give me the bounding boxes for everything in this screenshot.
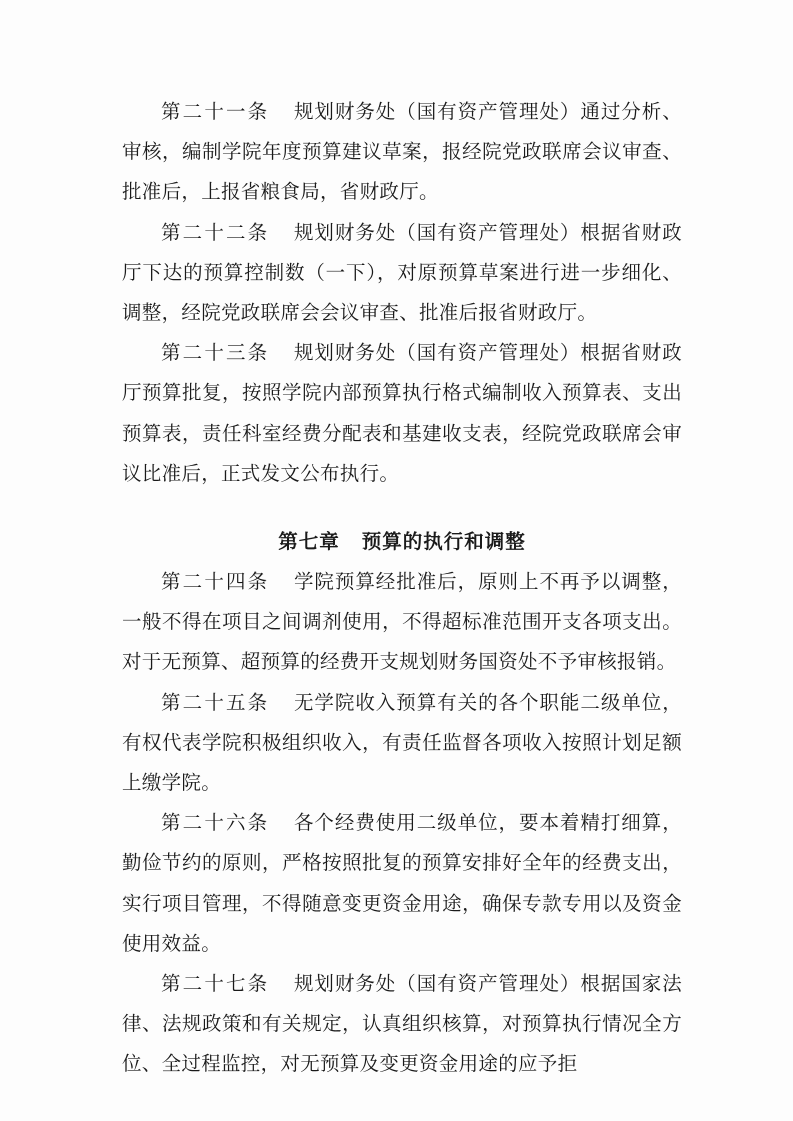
document-body: [122, 92, 682, 1085]
chapter-title: 预算的执行和调整: [361, 530, 526, 554]
article-number: 第二十三条: [161, 341, 270, 365]
article-number: 第二十五条: [161, 690, 270, 714]
article-text: 规划财务处（国有资产管理处）根据省财政厅预算批复，按照学院内部预算执行格式编制收入预算表、支出预算表，责任科室经费分配表和基建收支表，经院党政联席会审议比准后，正式发文公布执行。: [122, 341, 682, 485]
article-number: 第二十七条: [161, 972, 270, 996]
article-text: 规划财务处（国有资产管理处）通过分析、审核，编制学院年度预算建议草案，报经院党政联席会议审查、批准后，上报省粮食局，省财政厅。: [122, 100, 682, 204]
article-number: 第二十二条: [161, 220, 270, 244]
article-text: 无学院收入预算有关的各个职能二级单位，有权代表学院积极组织收入，有责任监督各项收入按照计划足额上缴学院。: [122, 690, 682, 795]
article-text: 学院预算经批准后，原则上不再予以调整，一般不得在项目之间调剂使用，不得超标准范围开支各项支出。对于无预算、超预算的经费开支规划财务国资处不予审核报销。: [122, 570, 682, 674]
article-21: [122, 92, 682, 213]
article-27: [122, 964, 682, 1085]
article-number: 第二十四条: [161, 570, 270, 594]
chapter-number: 第七章: [278, 530, 340, 554]
article-text: 规划财务处（国有资产管理处）根据省财政厅下达的预算控制数（一下），对原预算草案进行进一步细化、调整，经院党政联席会会议审查、批准后报省财政厅。: [122, 220, 682, 325]
article-26: [122, 803, 682, 964]
article-25: [122, 683, 682, 804]
article-22: [122, 213, 682, 334]
article-23: [122, 333, 682, 494]
article-text: 规划财务处（国有资产管理处）根据国家法律、法规政策和有关规定，认真组织核算，对预算执行情况全方位、全过程监控，对无预算及变更资金用途的应予拒: [122, 972, 682, 1076]
article-24: [122, 562, 682, 683]
article-text: 各个经费使用二级单位，要本着精打细算，勤俭节约的原则，严格按照批复的预算安排好全年的经费支出，实行项目管理，不得随意变更资金用途，确保专款专用以及资金使用效益。: [122, 811, 682, 955]
article-number: 第二十一条: [161, 100, 270, 123]
article-number: 第二十六条: [161, 811, 270, 835]
chapter-heading: [122, 522, 682, 562]
